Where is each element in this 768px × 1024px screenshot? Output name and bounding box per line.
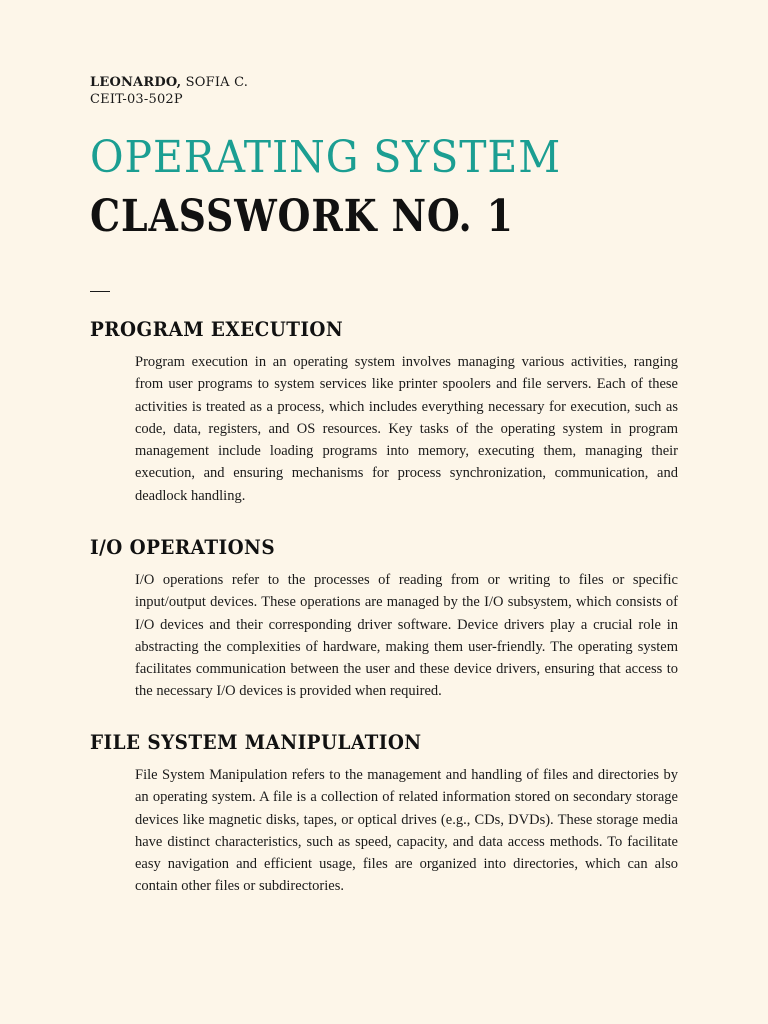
divider xyxy=(90,291,110,292)
section-file-system-manipulation xyxy=(90,729,680,898)
author-last-name: LEONARDO, xyxy=(90,75,182,90)
author-name xyxy=(90,74,248,91)
section-body: File System Manipulation refers to the management and handling of files and directories by an operating system. A file is a collection of related information stored on secondary storage devices like magnetic disks, tapes, or optical drives (e.g., CDs, DVDs). These storage media have distinct characteristics, such as speed, capacity, and data access methods. To facilitate easy navigation and efficient usage, files are organized into directories, which can also contain other files or subdirectories. xyxy=(135,767,678,895)
section-code: CEIT-03-502P xyxy=(90,92,183,107)
section-heading: FILE SYSTEM MANIPULATION xyxy=(90,730,422,754)
title-line-1: OPERATING SYSTEM xyxy=(90,132,562,183)
section-heading: PROGRAM EXECUTION xyxy=(90,317,344,341)
section-program-execution xyxy=(90,316,680,507)
section-io-operations xyxy=(90,534,680,703)
author-block xyxy=(90,74,248,108)
section-heading: I/O OPERATIONS xyxy=(90,535,276,559)
section-body: I/O operations refer to the processes of reading from or writing to files or specific input/output devices. These operations are managed by the I/O subsystem, which consists of I/O devices and their corresponding driver software. Device drivers play a crucial role in abstracting the complexities of hardware, making them user-friendly. The operating system facilitates communication between the user and these device drivers, ensuring that access to the necessary I/O devices is provided when required. xyxy=(135,572,678,700)
author-first-name: SOFIA C. xyxy=(185,75,249,90)
title-line-2: CLASSWORK NO. 1 xyxy=(90,191,514,242)
section-body: Program execution in an operating system involves managing various activities, ranging from user programs to system services like printer spoolers and file servers. Each of these activities is treated as a process, which includes everything necessary for execution, such as code, data, registers, and OS resources. Key tasks of the operating system in program management include loading programs into memory, executing them, managing their execution, and ensuring mechanisms for process synchronization, communication, and deadlock handling. xyxy=(135,354,678,504)
